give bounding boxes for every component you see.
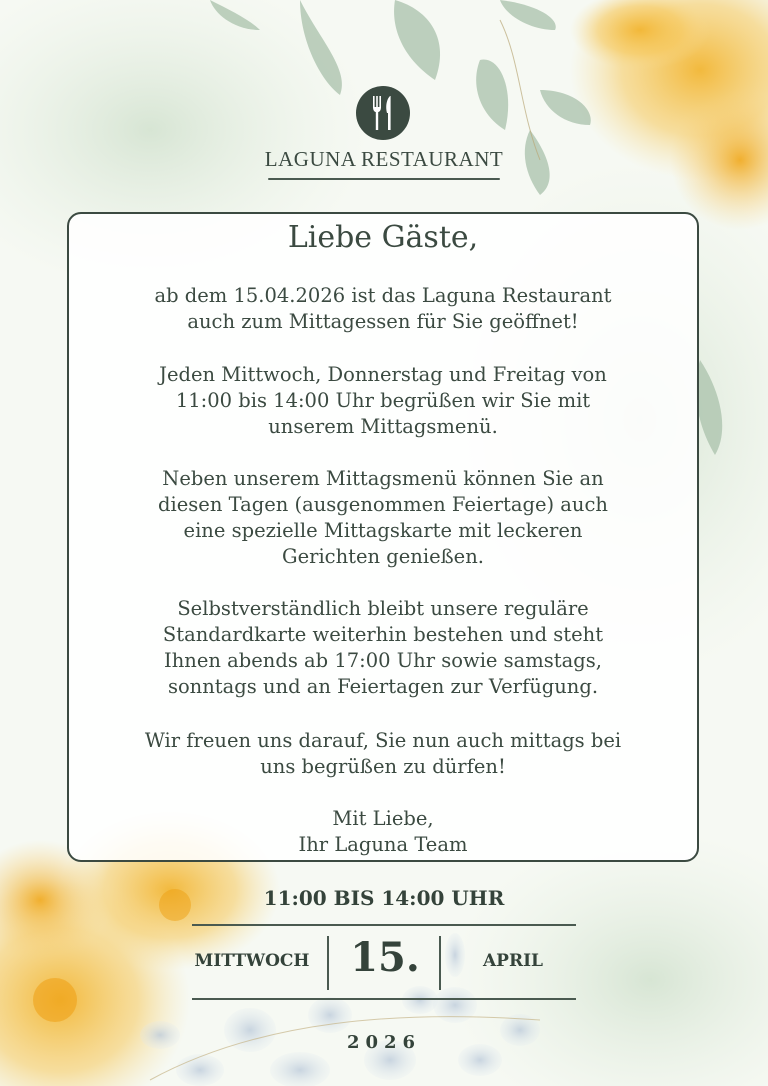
letter-greeting: Liebe Gäste, [287, 220, 479, 255]
date-divider-top [192, 924, 576, 926]
event-time: 11:00 BIS 14:00 UHR [263, 886, 505, 910]
brand-underline [268, 178, 500, 180]
fork-knife-icon [356, 86, 410, 140]
event-day: 15. [350, 934, 420, 981]
date-divider-left [327, 936, 329, 990]
restaurant-logo [356, 86, 410, 140]
date-divider-bottom [192, 998, 576, 1000]
event-month: APRIL [482, 951, 543, 971]
letter-paragraph-standard-menu: Selbstverständlich bleibt unsere reguläre Standardkarte weiterhin bestehen und steht Ihnen abends ab 17:00 Uhr sowie samstags, sonntags und an Feiertagen zur Verfügung. [162, 597, 604, 698]
brand-name: LAGUNA RESTAURANT [264, 147, 504, 171]
event-weekday: MITTWOCH [194, 951, 310, 971]
event-year: 2026 [346, 1032, 422, 1053]
letter-paragraph-menu: Neben unserem Mittagsmenü können Sie an diesen Tagen (ausgenommen Feiertage) auch eine spezielle Mittagskarte mit leckeren Gerichten genießen. [158, 467, 608, 568]
letter-paragraph-days: Jeden Mittwoch, Donnerstag und Freitag von 11:00 bis 14:00 Uhr begrüßen wir Sie mit unserem Mittagsmenü. [159, 363, 607, 438]
letter-signature: Mit Liebe, Ihr Laguna Team [298, 807, 468, 856]
letter-paragraph-welcome: Wir freuen uns darauf, Sie nun auch mittags bei uns begrüßen zu dürfen! [144, 729, 622, 778]
letter-paragraph-opening: ab dem 15.04.2026 ist das Laguna Restaurant auch zum Mittagessen für Sie geöffnet! [154, 284, 612, 333]
